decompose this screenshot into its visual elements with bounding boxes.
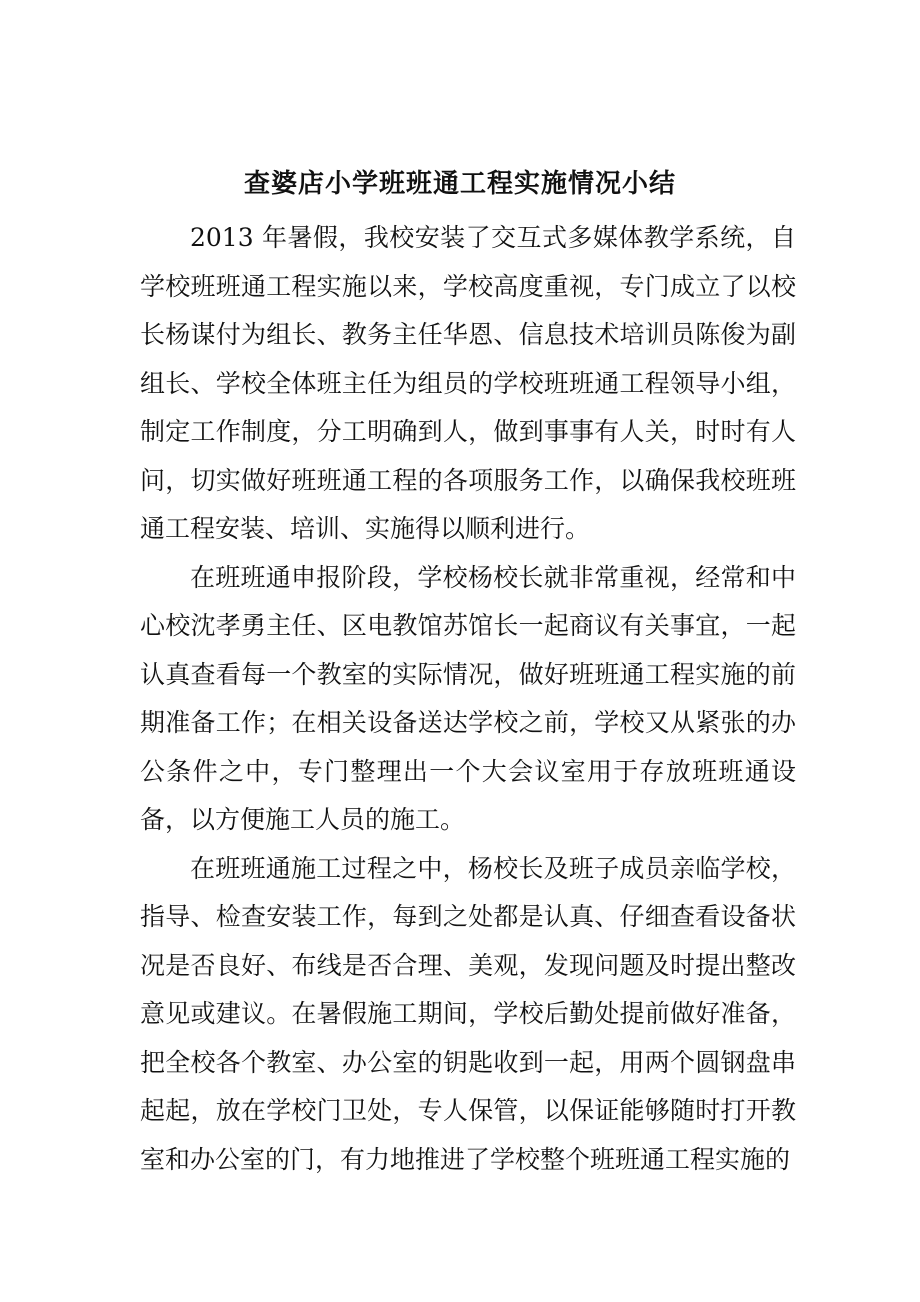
paragraph-1: 2013 年暑假，我校安装了交互式多媒体教学系统，自学校班班通工程实施以来，学校高度重视，专门成立了以校长杨谋付为组长、教务主任华恩、信息技术培训员陈俊为副组长、学校全体班主任为组员的学校班班通工程领导小组，制定工作制度，分工明确到人，做到事事有人关，时时有人问，切实做好班班通工程的各项服务工作，以确保我校班班通工程安装、培训、实施得以顺利进行。 xyxy=(140,223,796,543)
paragraph-2: 在班班通申报阶段，学校杨校长就非常重视，经常和中心校沈孝勇主任、区电教馆苏馆长一起商议有关事宜，一起认真查看每一个教室的实际情况，做好班班通工程实施的前期准备工作；在相关设备送达学校之前，学校又从紧张的办公条件之中，专门整理出一个大会议室用于存放班班通设备，以方便施工人员的施工。 xyxy=(140,562,796,834)
document-body xyxy=(140,214,796,1184)
document-title: 查婆店小学班班通工程实施情况小结 xyxy=(243,169,676,199)
paragraph-3: 在班班通施工过程之中，杨校长及班子成员亲临学校，指导、检查安装工作，每到之处都是认真、仔细查看设备状况是否良好、布线是否合理、美观，发现问题及时提出整改意见或建议。在暑假施工期间，学校后勤处提前做好准备，把全校各个教室、办公室的钥匙收到一起，用两个圆钢盘串起起，放在学校门卫处，专人保管，以保证能够随时打开教室和办公室的门，有力地推进了学校整个班班通工程实施的 xyxy=(140,853,796,1174)
